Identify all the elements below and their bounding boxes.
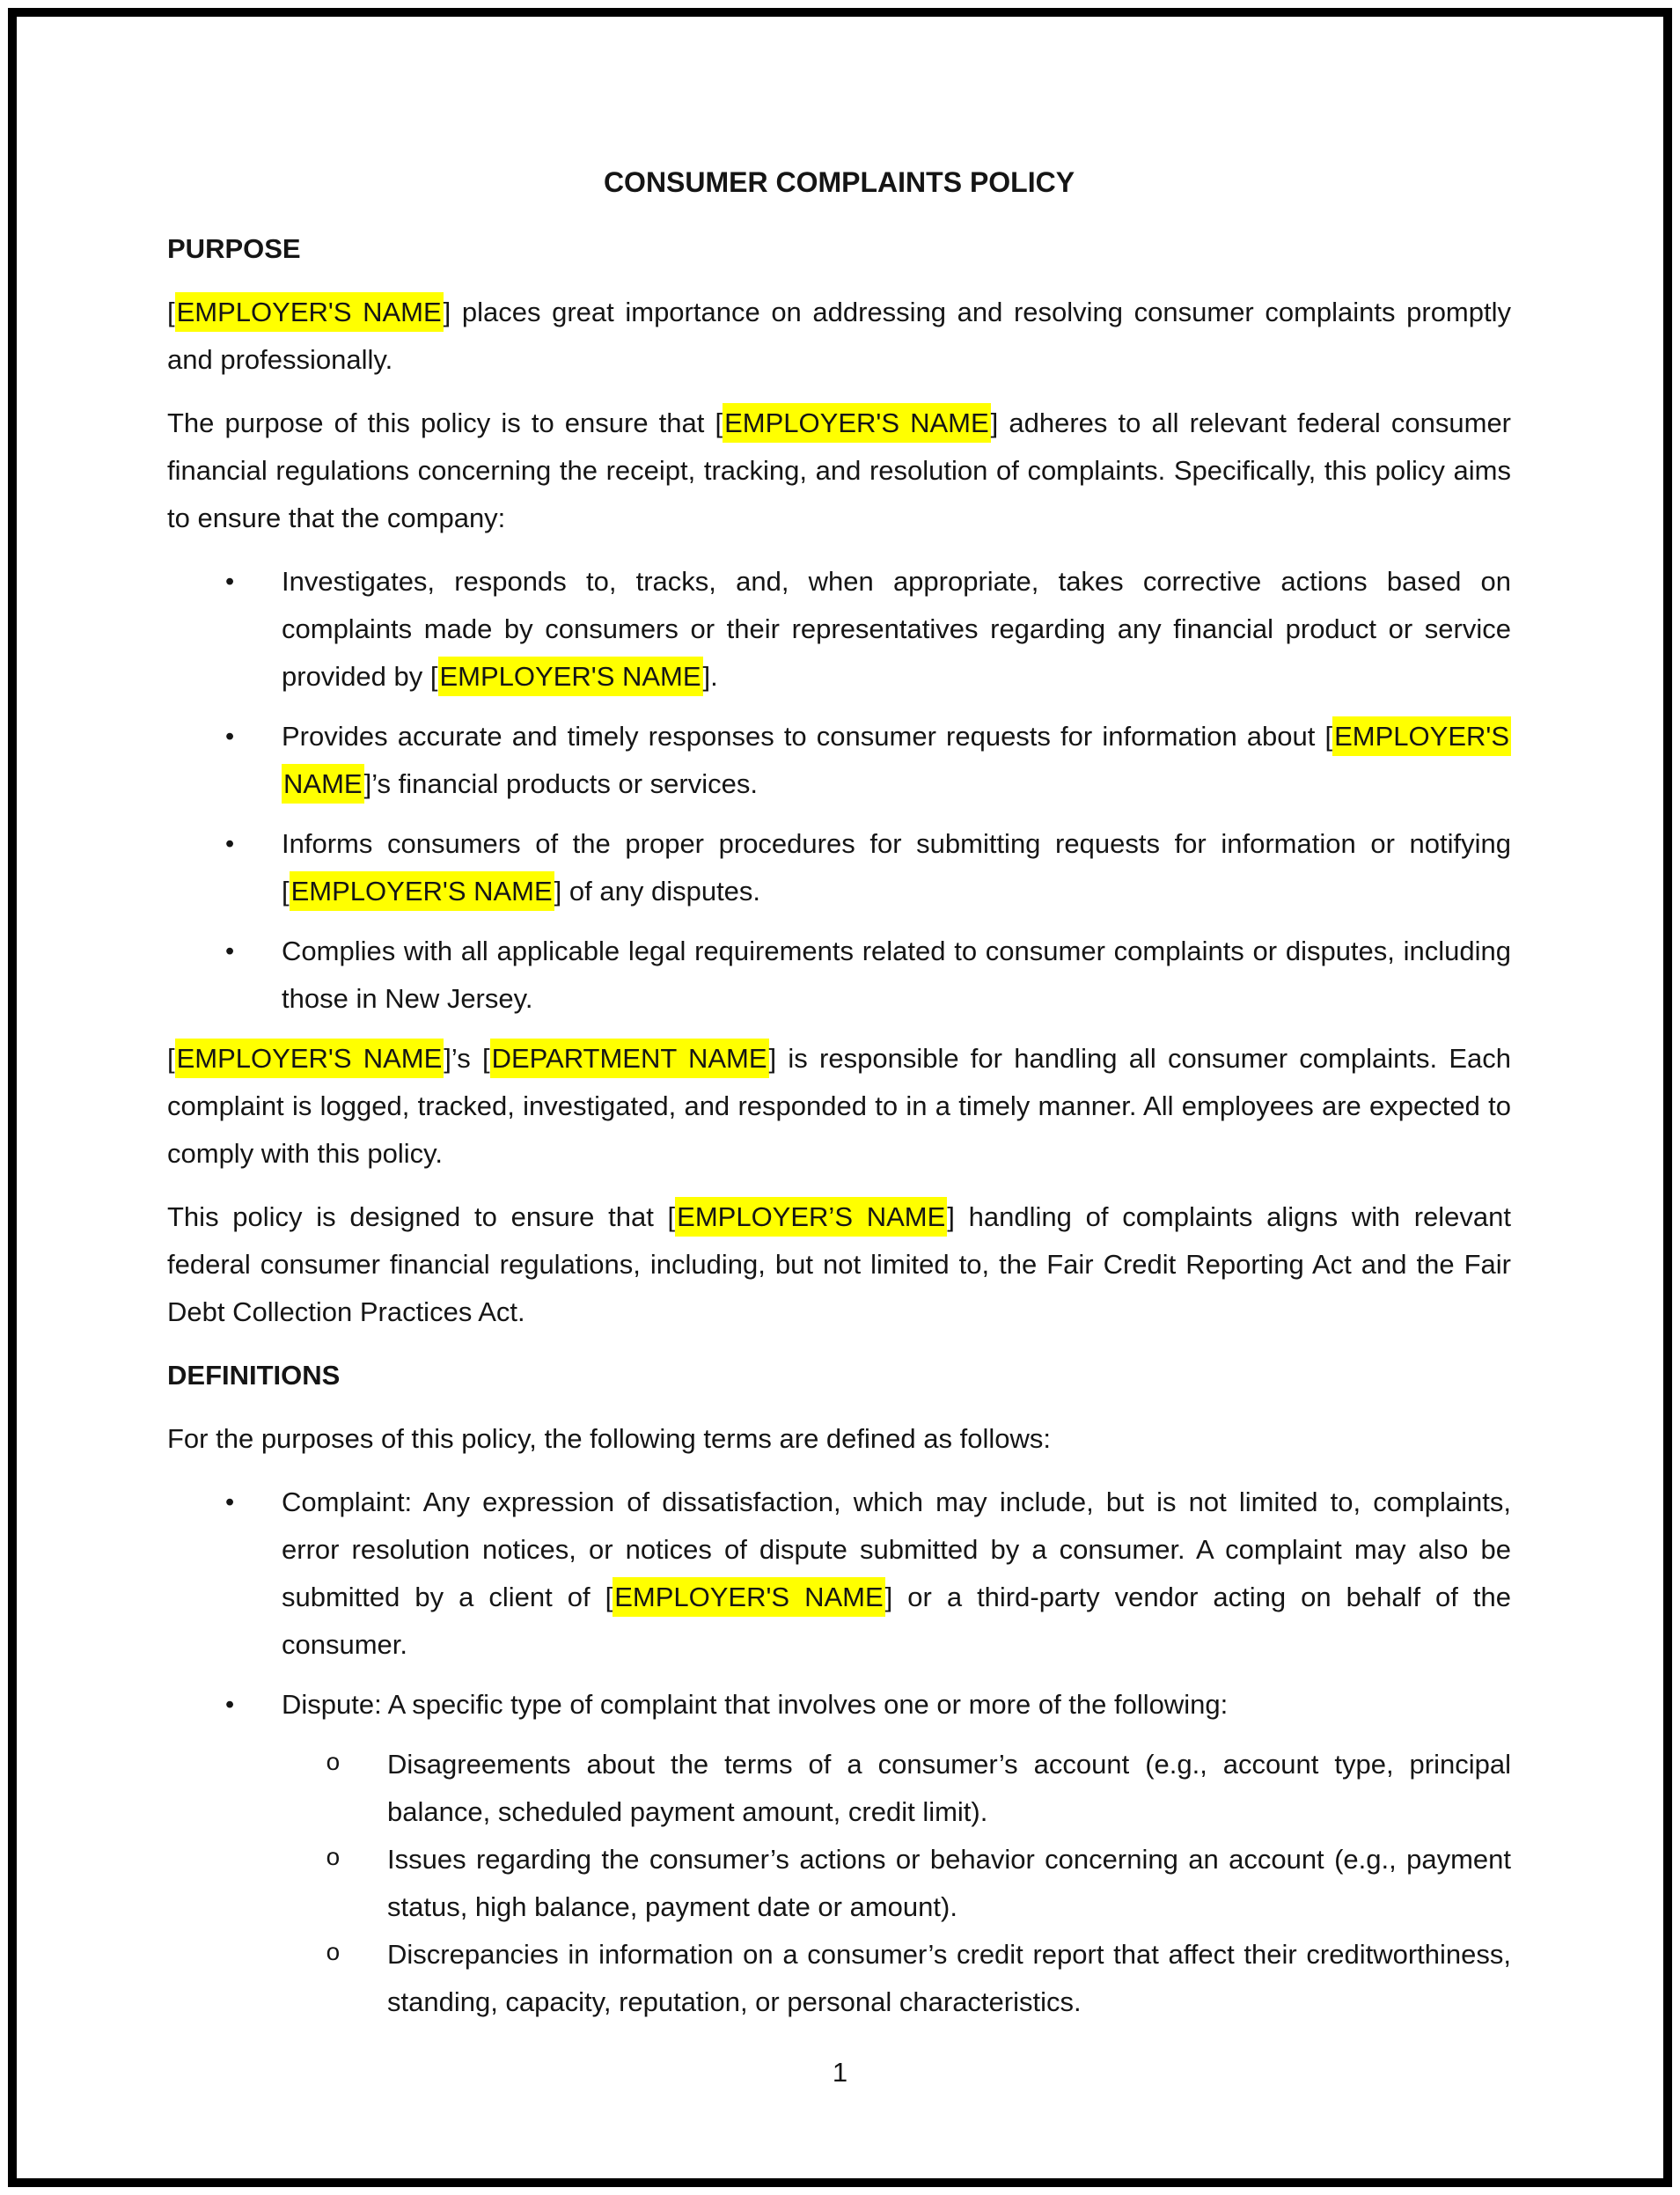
bullet-item bbox=[167, 928, 1511, 1023]
page-number: 1 bbox=[832, 2057, 848, 2088]
sub-bullet-marker: o bbox=[326, 1846, 341, 1873]
text-run: Investigates, responds to, tracks, and, when appropriate, takes corrective actions based on complaints made by consumers or their representatives regarding any financial product or service provided by [ bbox=[282, 566, 1511, 692]
document-content bbox=[167, 158, 1511, 2026]
bullet-item bbox=[167, 820, 1511, 915]
text-run: ]’s financial products or services. bbox=[363, 768, 758, 799]
bullet-item bbox=[167, 558, 1511, 701]
text-run: [ bbox=[167, 297, 175, 327]
paragraph bbox=[167, 1193, 1511, 1336]
sub-bullet-item bbox=[167, 1931, 1511, 2026]
bullet-marker: • bbox=[225, 1488, 235, 1516]
text-run: ] or a third-party vendor acting on behalf of the consumer. bbox=[282, 1582, 1512, 1660]
document-body bbox=[167, 225, 1511, 2026]
text-run: PURPOSE bbox=[167, 233, 301, 264]
bullet-marker: • bbox=[225, 830, 235, 858]
text-run: ] adheres to all relevant federal consumer financial regulations concerning the receipt, tracking, and resolution of complaints. Specifically, this policy aims to ensure that the company: bbox=[167, 407, 1512, 533]
text-run: DEFINITIONS bbox=[167, 1360, 341, 1391]
text-run: Complaint: Any expression of dissatisfaction, which may include, but is not limited to, complaints, error resolution notices, or notices of dispute submitted by a consumer. A complaint may also be submitted by a client of [ bbox=[282, 1487, 1511, 1612]
text-run: Disagreements about the terms of a consumer’s account (e.g., account type, principal balance, scheduled payment amount, credit limit). bbox=[387, 1749, 1511, 1827]
text-run: Informs consumers of the proper procedures for submitting requests for information or notifying [ bbox=[282, 828, 1511, 907]
bullet-item bbox=[167, 1479, 1511, 1669]
bullet-item bbox=[167, 713, 1511, 808]
text-run: ] of any disputes. bbox=[554, 876, 761, 907]
section-heading bbox=[167, 1352, 1511, 1399]
bullet-marker: • bbox=[225, 723, 235, 751]
text-run: For the purposes of this policy, the following terms are defined as follows: bbox=[167, 1423, 1051, 1454]
highlighted-placeholder: EMPLOYER’S NAME bbox=[675, 1197, 947, 1237]
highlighted-placeholder: EMPLOYER'S NAME bbox=[723, 403, 991, 443]
highlighted-placeholder: DEPARTMENT NAME bbox=[490, 1039, 769, 1078]
bullet-item bbox=[167, 1681, 1511, 1729]
text-run: ] handling of complaints aligns with relevant federal consumer financial regulations, including, but not limited to, the Fair Credit Reporting Act and the Fair Debt Collection Practices Act. bbox=[167, 1201, 1511, 1327]
text-run: This policy is designed to ensure that [ bbox=[167, 1201, 676, 1232]
paragraph bbox=[167, 289, 1511, 384]
paragraph bbox=[167, 1035, 1511, 1178]
text-run: Discrepancies in information on a consumer’s credit report that affect their creditworthiness, standing, capacity, reputation, or personal characteristics. bbox=[387, 1939, 1511, 2017]
text-run: ]. bbox=[702, 661, 718, 692]
section-heading bbox=[167, 225, 1511, 273]
sub-bullet-item bbox=[167, 1741, 1511, 1836]
highlighted-placeholder: EMPLOYER'S NAME bbox=[175, 1039, 444, 1078]
bullet-marker: • bbox=[225, 937, 235, 965]
text-run: ] places great importance on addressing and resolving consumer complaints promptly and professionally. bbox=[167, 297, 1512, 375]
sub-bullet-marker: o bbox=[326, 1751, 341, 1778]
highlighted-placeholder: EMPLOYER'S NAME bbox=[290, 871, 554, 911]
bullet-marker: • bbox=[225, 568, 235, 596]
highlighted-placeholder: EMPLOYER'S NAME bbox=[438, 657, 703, 696]
bullet-marker: • bbox=[225, 1691, 235, 1719]
text-run: Complies with all applicable legal requirements related to consumer complaints or disputes, including those in New Jersey. bbox=[282, 936, 1511, 1014]
text-run: Dispute: A specific type of complaint that involves one or more of the following: bbox=[282, 1689, 1229, 1720]
sub-bullet-marker: o bbox=[326, 1941, 341, 1968]
paragraph bbox=[167, 400, 1511, 542]
text-run: The purpose of this policy is to ensure that [ bbox=[167, 407, 723, 438]
text-run: [ bbox=[167, 1043, 175, 1074]
highlighted-placeholder: EMPLOYER'S NAME bbox=[282, 716, 1511, 804]
text-run: Provides accurate and timely responses to consumer requests for information about [ bbox=[282, 721, 1333, 752]
text-run: ]’s [ bbox=[444, 1043, 490, 1074]
highlighted-placeholder: EMPLOYER'S NAME bbox=[175, 292, 444, 332]
text-run: ] is responsible for handling all consumer complaints. Each complaint is logged, tracked, investigated, and responded to in a timely manner. All employees are expected to comply with this policy. bbox=[167, 1043, 1511, 1169]
text-run: Issues regarding the consumer’s actions or behavior concerning an account (e.g., payment status, high balance, payment date or amount). bbox=[387, 1844, 1511, 1922]
highlighted-placeholder: EMPLOYER'S NAME bbox=[613, 1577, 884, 1617]
document-title: CONSUMER COMPLAINTS POLICY bbox=[603, 166, 1075, 198]
sub-bullet-item bbox=[167, 1836, 1511, 1931]
paragraph bbox=[167, 1415, 1511, 1463]
